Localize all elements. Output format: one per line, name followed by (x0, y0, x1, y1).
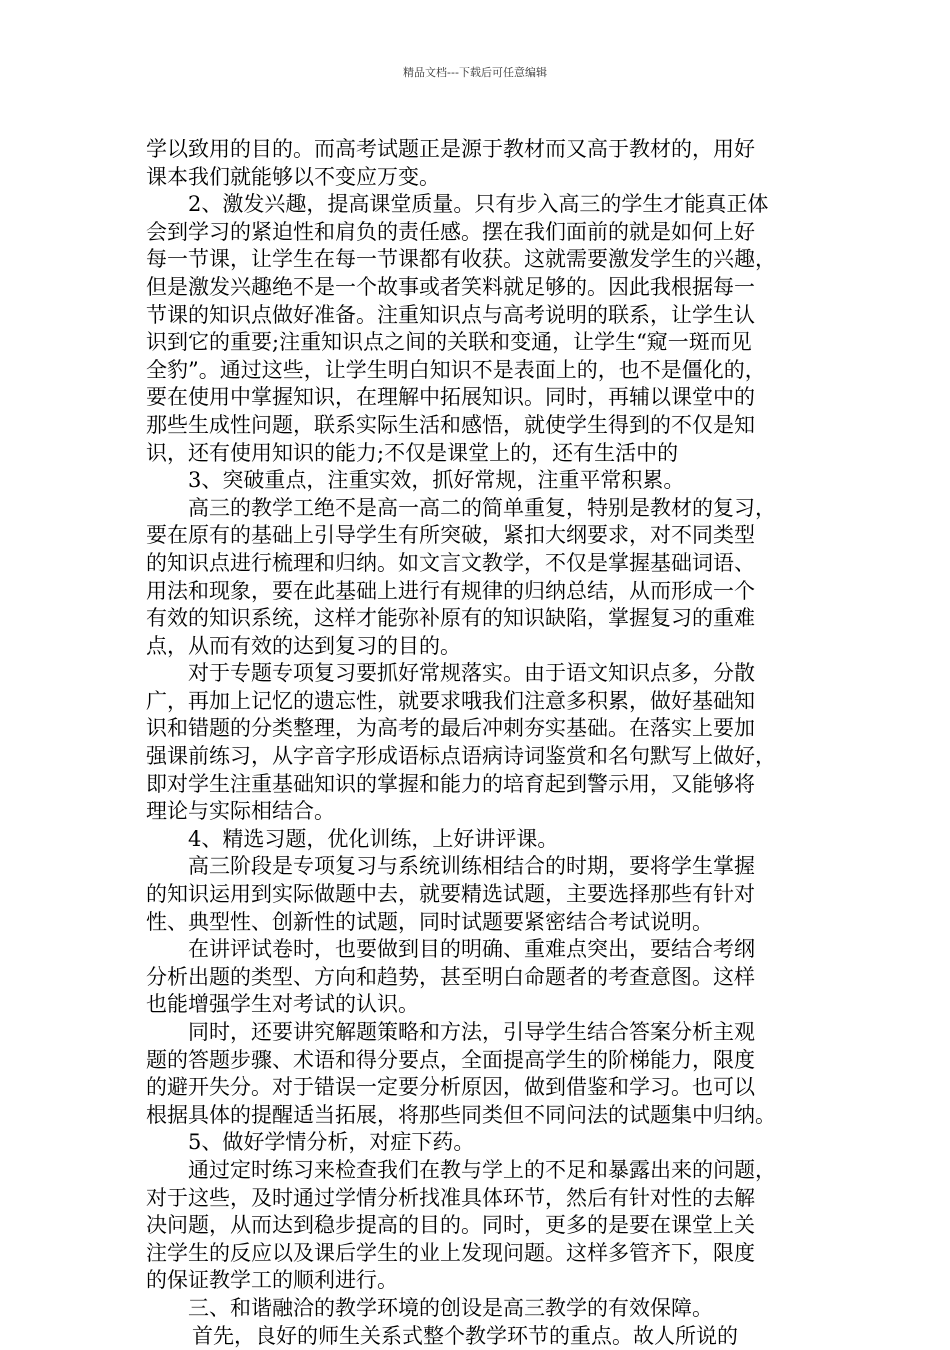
text-line: 的保证教学工的顺利进行。 (146, 1268, 398, 1293)
text-line: 点，从而有效的达到复习的目的。 (146, 633, 461, 658)
text-line: 学以致用的目的。而高考试题正是源于教材而又高于教材的，用好 (146, 137, 755, 161)
text-line: 高三的教学工绝不是高一高二的简单重复，特别是教材的复习， (188, 495, 776, 520)
text-line: 4、精选习题，优化训练，上好讲评课。 (188, 826, 559, 851)
text-line: 要在原有的基础上引导学生有所突破，紧扣大纲要求，对不同类型 (146, 523, 755, 548)
text-line: 要在使用中掌握知识，在理解中拓展知识。同时，再辅以课堂中的 (146, 385, 755, 410)
text-line: 对于这些，及时通过学情分析找准具体环节，然后有针对性的去解 (146, 1185, 755, 1210)
page-header: 精品文档---下载后可任意编辑 (403, 66, 547, 79)
text-line: 即对学生注重基础知识的掌握和能力的培育起到警示用，又能够将 (146, 771, 755, 796)
text-line: 对于专题专项复习要抓好常规落实。由于语文知识点多，分散 (188, 661, 755, 686)
text-line: 用法和现象，要在此基础上进行有规律的归纳总结，从而形成一个 (146, 578, 755, 603)
text-line: 3、突破重点，注重实效，抓好常规，注重平常积累。 (188, 468, 685, 493)
text-line: 识到它的重要;注重知识点之间的关联和变通，让学生“窥一斑而见 (146, 330, 752, 355)
text-line: 课本我们就能够以不变应万变。 (146, 164, 440, 189)
text-line: 的避开失分。对于错误一定要分析原因，做到借鉴和学习。也可以 (146, 1075, 755, 1100)
text-line: 每一节课，让学生在每一节课都有收获。这就需要激发学生的兴趣， (146, 247, 776, 272)
text-line: 那些生成性问题，联系实际生活和感悟，就使学生得到的不仅是知 (146, 412, 755, 437)
text-line: 性、典型性、创新性的试题，同时试题要紧密结合考试说明。 (146, 909, 713, 934)
text-line: 决问题，从而达到稳步提高的目的。同时，更多的是要在课堂上关 (146, 1213, 755, 1238)
text-line: 5、做好学情分析，对症下药。 (188, 1130, 475, 1155)
text-line: 但是激发兴趣绝不是一个故事或者笑料就足够的。因此我根据每一 (146, 274, 755, 299)
text-line: 注学生的反应以及课后学生的业上发现问题。这样多管齐下，限度 (146, 1240, 755, 1265)
text-line: 首先，良好的师生关系式整个教学环节的重点。故人所说的 (192, 1323, 738, 1348)
text-line: 分析出题的类型、方向和趋势，甚至明白命题者的考查意图。这样 (146, 964, 755, 989)
text-line: 理论与实际相结合。 (146, 799, 335, 824)
text-line: 同时，还要讲究解题策略和方法，引导学生结合答案分析主观 (188, 1020, 755, 1044)
text-line: 的知识点进行梳理和归纳。如文言文教学，不仅是掌握基础词语、 (146, 550, 755, 575)
text-line: 会到学习的紧迫性和肩负的责任感。摆在我们面前的就是如何上好 (146, 219, 755, 244)
text-line: 根据具体的提醒适当拓展，将那些同类但不同问法的试题集中归纳。 (146, 1102, 776, 1127)
document-body (146, 136, 818, 1350)
text-line: 高三阶段是专项复习与系统训练相结合的时期，要将学生掌握 (188, 854, 755, 879)
text-line: 也能增强学生对考试的认识。 (146, 992, 419, 1017)
text-line: 全豹”。通过这些，让学生明白知识不是表面上的，也不是僵化的， (146, 357, 766, 382)
text-line: 2、激发兴趣，提高课堂质量。只有步入高三的学生才能真正体 (188, 192, 769, 217)
text-line: 节课的知识点做好准备。注重知识点与高考说明的联系，让学生认 (146, 302, 755, 327)
text-line: 三、和谐融洽的教学环境的创设是高三教学的有效保障。 (188, 1295, 713, 1320)
text-line: 有效的知识系统，这样才能弥补原有的知识缺陷，掌握复习的重难 (146, 606, 755, 631)
text-line: 通过定时练习来检查我们在教与学上的不足和暴露出来的问题， (188, 1157, 776, 1182)
text-line: 识，还有使用知识的能力;不仅是课堂上的，还有生活中的 (146, 440, 679, 465)
text-line: 强课前练习，从字音字形成语标点语病诗词鉴赏和名句默写上做好， (146, 744, 776, 769)
text-line: 在讲评试卷时，也要做到目的明确、重难点突出，要结合考纲 (188, 937, 755, 962)
text-line: 题的答题步骤、术语和得分要点，全面提高学生的阶梯能力，限度 (146, 1047, 755, 1072)
text-line: 的知识运用到实际做题中去，就要精选试题，主要选择那些有针对 (146, 882, 755, 907)
text-line: 识和错题的分类整理，为高考的最后冲刺夯实基础。在落实上要加 (146, 716, 755, 741)
text-line: 广，再加上记忆的遗忘性，就要求哦我们注意多积累，做好基础知 (146, 688, 755, 713)
